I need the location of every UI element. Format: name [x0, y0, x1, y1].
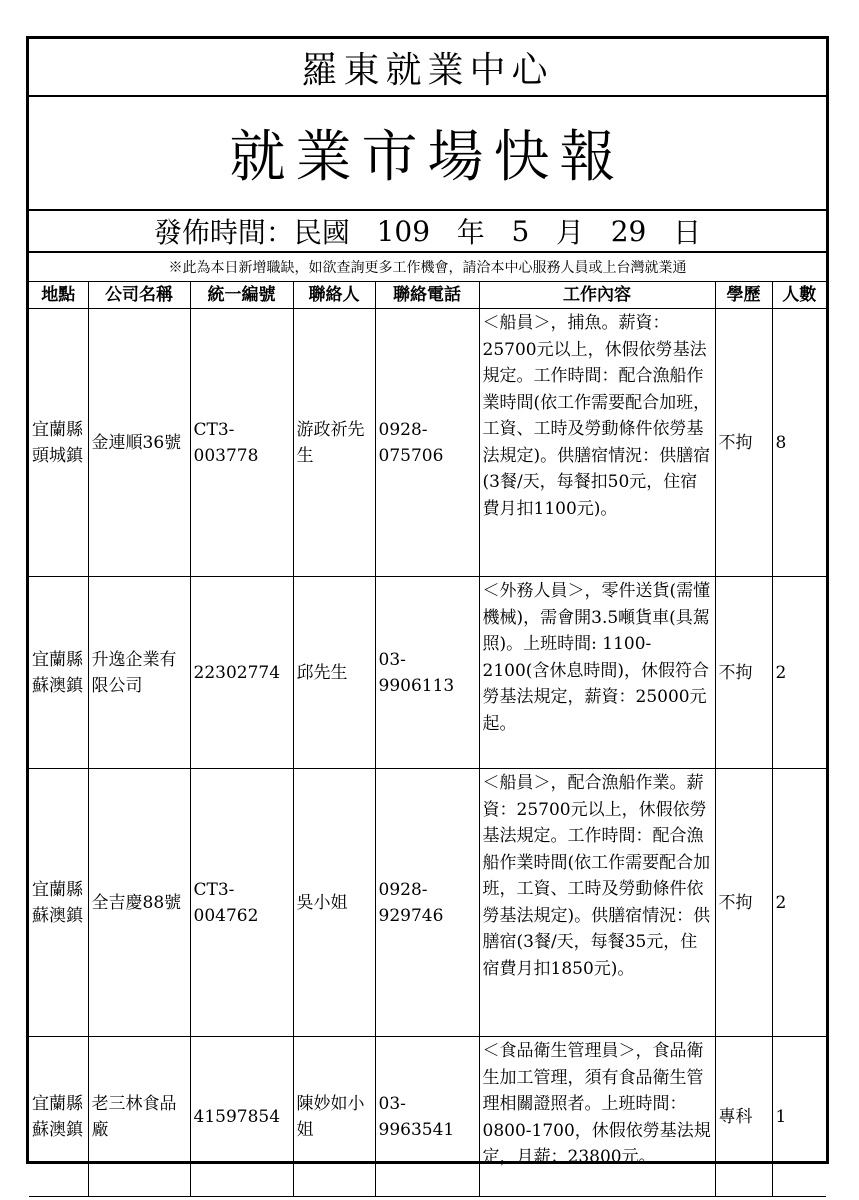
cell-job: ＜船員＞，捕魚。薪資：25700元以上，休假依勞基法規定。工作時間：配合漁船作業時間(依工作需要配合加班，工資、工時及勞動條件依勞基法規定)。供膳宿情況：供膳宿(3餐/天，每餐扣50元，住宿費月扣1100元)。: [479, 309, 715, 577]
cell-job: ＜船員＞，配合漁船作業。薪資：25700元以上，休假依勞基法規定。工作時間：配合漁船作業時間(依工作需要配合加班，工資、工時及勞動條件依勞基法規定)。供膳宿情況：供膳宿(3餐/天，每餐35元，住宿費月扣1850元)。: [479, 769, 715, 1037]
cell-contact: 吳小姐: [293, 769, 375, 1037]
col-contact: 聯絡人: [293, 282, 375, 309]
cell-education: 專科: [715, 1037, 772, 1197]
col-company: 公司名稱: [88, 282, 190, 309]
cell-location: 宜蘭縣頭城鎮: [29, 309, 88, 577]
cell-phone: 0928-075706: [375, 309, 479, 577]
cell-company: 老三林食品廠: [88, 1037, 190, 1197]
cell-company: 升逸企業有限公司: [88, 577, 190, 769]
cell-company: 金連順36號: [88, 309, 190, 577]
cell-location: 宜蘭縣蘇澳鎮: [29, 769, 88, 1037]
cell-job: ＜外務人員＞，零件送貨(需懂機械)，需會開3.5噸貨車(具駕照)。上班時間: 1100-2100(含休息時間)，休假符合勞基法規定，薪資：25000元起。: [479, 577, 715, 769]
notice: ※此為本日新增職缺，如欲查詢更多工作機會，請洽本中心服務人員或上台灣就業通: [168, 260, 687, 276]
release-year: 109: [376, 214, 431, 248]
cell-tax-id: 41597854: [190, 1037, 293, 1197]
col-count: 人數: [772, 282, 826, 309]
cell-count: 1: [772, 1037, 826, 1197]
cell-count: 2: [772, 577, 826, 769]
job-table: [29, 281, 826, 1197]
cell-phone: 03-9906113: [375, 577, 479, 769]
cell-location: 宜蘭縣蘇澳鎮: [29, 577, 88, 769]
cell-tax-id: CT3-004762: [190, 769, 293, 1037]
cell-contact: 陳妙如小姐: [293, 1037, 375, 1197]
cell-education: 不拘: [715, 769, 772, 1037]
cell-phone: 0928-929746: [375, 769, 479, 1037]
cell-contact: 邱先生: [293, 577, 375, 769]
cell-company: 全吉慶88號: [88, 769, 190, 1037]
cell-tax-id: CT3-003778: [190, 309, 293, 577]
cell-education: 不拘: [715, 577, 772, 769]
col-location: 地點: [29, 282, 88, 309]
table-row: [29, 309, 826, 577]
cell-location: 宜蘭縣蘇澳鎮: [29, 1037, 88, 1197]
center-name: 羅東就業中心: [29, 39, 826, 97]
cell-tax-id: 22302774: [190, 577, 293, 769]
release-date: [29, 211, 826, 253]
page-title: 就業市場快報: [29, 97, 826, 211]
col-education: 學歷: [715, 282, 772, 309]
bulletin-sheet: [26, 36, 829, 1167]
cell-phone: 03-9963541: [375, 1037, 479, 1197]
cell-job: ＜食品衛生管理員＞，食品衛生加工管理，須有食品衛生管理相關證照者。上班時間：0800-1700，休假依勞基法規定，月薪：23800元。: [479, 1037, 715, 1197]
table-row: [29, 577, 826, 769]
cell-contact: 游政祈先生: [293, 309, 375, 577]
release-label: 發佈時間：民國: [153, 216, 350, 249]
table-row: [29, 1037, 826, 1197]
release-day-unit: 日: [673, 216, 702, 249]
cell-education: 不拘: [715, 309, 772, 577]
cell-count: 8: [772, 309, 826, 577]
release-year-unit: 年: [456, 216, 485, 249]
table-header: [29, 282, 826, 309]
col-phone: 聯絡電話: [375, 282, 479, 309]
release-month: 5: [511, 214, 530, 248]
cell-count: 2: [772, 769, 826, 1037]
col-tax-id: 統一編號: [190, 282, 293, 309]
table-row: [29, 769, 826, 1037]
release-month-unit: 月: [556, 216, 585, 249]
release-day: 29: [610, 214, 647, 248]
col-job: 工作內容: [479, 282, 715, 309]
